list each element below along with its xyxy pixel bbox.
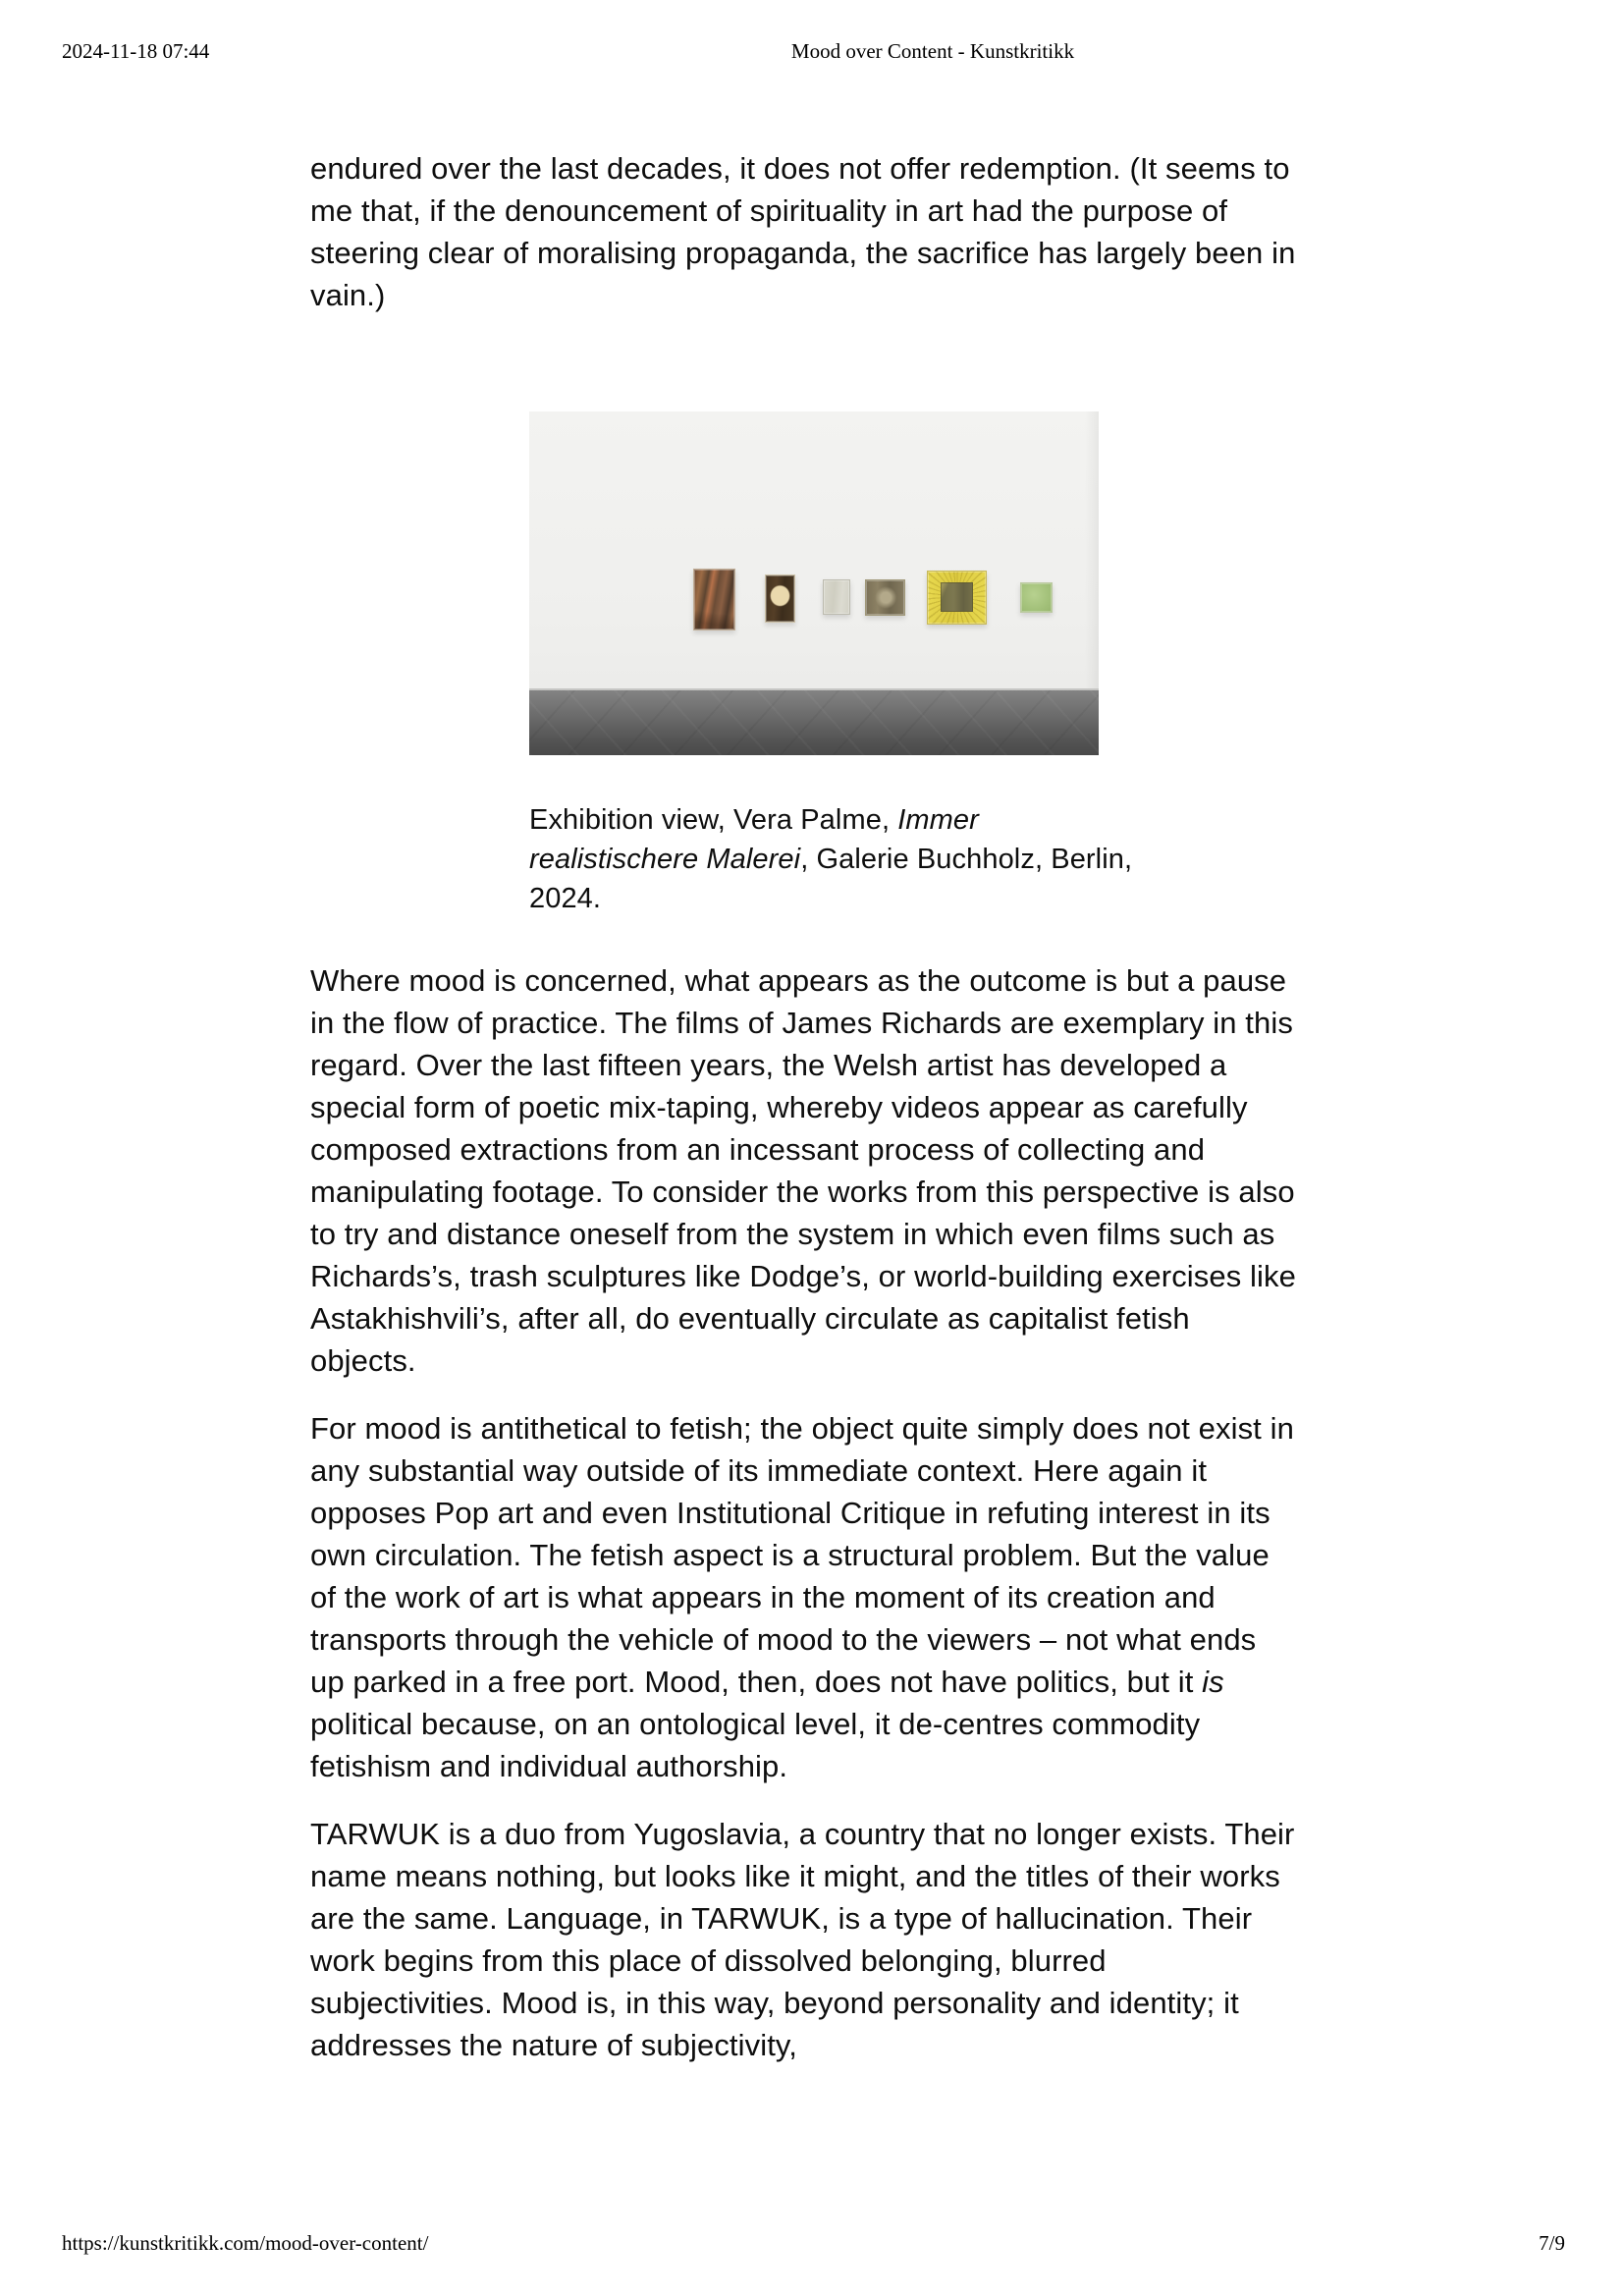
article-figure bbox=[529, 411, 1297, 918]
print-header-datetime: 2024-11-18 07:44 bbox=[62, 39, 210, 63]
artwork-painting-6 bbox=[1020, 582, 1053, 613]
print-header-document-title: Mood over Content - Kunstkritikk bbox=[790, 39, 1075, 63]
article-paragraph bbox=[310, 1407, 1297, 1787]
paragraph-3-text-before: For mood is antithetical to fetish; the object quite simply does not exist in any substantial way outside of its immediate context. Here again it opposes Pop art and even Institutional Critique in refuting interest in its own circulation. The fetish aspect is a structural problem. But the value of the work of art is what appears in the moment of its creation and transports through the vehicle of mood to the viewers – not what ends up parked in a free port. Mood, then, does not have politics, but it bbox=[310, 1411, 1294, 1699]
artwork-painting-1 bbox=[693, 569, 735, 630]
artwork-painting-2 bbox=[765, 574, 795, 623]
print-footer-page-number: 7/9 bbox=[1539, 2231, 1565, 2255]
artwork-painting-3 bbox=[823, 579, 850, 615]
artwork-painting-4 bbox=[865, 579, 905, 616]
gallery-floor bbox=[529, 688, 1099, 755]
paragraph-3-text-after: political because, on an ontological level, it de-centres commodity fetishism and individual authorship. bbox=[310, 1707, 1201, 1783]
print-footer-url: https://kunstkritikk.com/mood-over-content/ bbox=[62, 2231, 429, 2255]
exhibition-photo bbox=[529, 411, 1099, 755]
article-body bbox=[310, 147, 1297, 2092]
article-paragraph: TARWUK is a duo from Yugoslavia, a country that no longer exists. Their name means nothing, but looks like it might, and the titles of their works are the same. Language, in TARWUK, is a type of hallucination. Their work begins from this place of dissolved belonging, blurred subjectivities. Mood is, in this way, beyond personality and identity; it addresses the nature of subjectivity, bbox=[310, 1817, 1295, 2062]
artwork-painting-5 bbox=[927, 571, 987, 625]
article-paragraph: Where mood is concerned, what appears as the outcome is but a pause in the flow of practice. The films of James Richards are exemplary in this regard. Over the last fifteen years, the Welsh artist has developed a special form of poetic mix-taping, whereby videos appear as carefully composed extractions from an incessant process of collecting and manipulating footage. To consider the works from this perspective is also to try and distance oneself from the system in which even films such as Richards’s, trash sculptures like Dodge’s, or world-building exercises like Astakhishvili’s, after all, do eventually circulate as capitalist fetish objects. bbox=[310, 963, 1296, 1378]
figure-caption-suffix: , Galerie Buchholz, Berlin, 2024. bbox=[529, 844, 1133, 914]
figure-caption-exhibition-title: Immer realistischere Malerei bbox=[529, 804, 979, 875]
figure-caption bbox=[529, 800, 1138, 918]
artwork-painting-5-centre bbox=[941, 582, 973, 613]
paragraph-3-italic-word: is bbox=[1202, 1665, 1224, 1699]
figure-caption-prefix: Exhibition view, Vera Palme, bbox=[529, 804, 898, 836]
article-paragraph: endured over the last decades, it does not offer redemption. (It seems to me that, if the denouncement of spirituality in art had the purpose of steering clear of moralising propaganda, the sacrifice has largely been in vain.) bbox=[310, 151, 1296, 312]
